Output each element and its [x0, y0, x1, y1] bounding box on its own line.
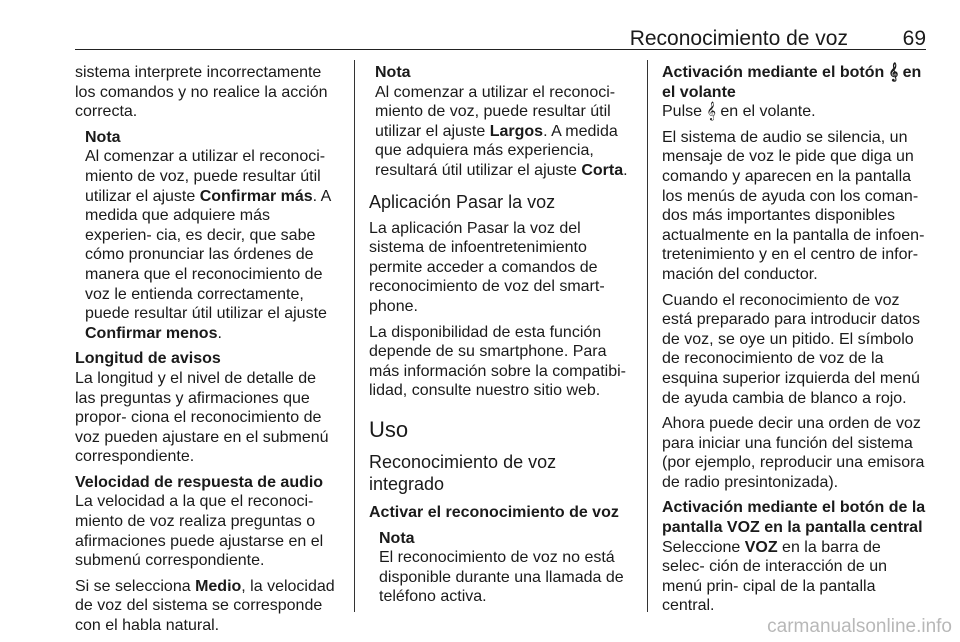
section-text: La aplicación Pasar la voz del sistema de infoentretenimiento permite acceder a comandos de reconocimiento de voz del smart‐ phone.	[369, 219, 605, 315]
note-text	[375, 83, 634, 181]
setting-name: VOZ	[744, 538, 778, 556]
note-label: Nota	[379, 529, 415, 547]
section-title: Aplicación Pasar la voz	[369, 191, 556, 212]
subsection-heading: Activar el reconocimiento de voz	[369, 503, 619, 521]
column-2	[369, 63, 634, 607]
subsection-heading: Activación mediante el botón de la pantalla VOZ en la pantalla central	[662, 499, 926, 537]
setting-name: Corta	[581, 161, 624, 179]
setting-name: Confirmar menos	[85, 324, 218, 342]
section-text: La disponibilidad de esta función depende de su smartphone. Para más información sobre la compatibi‐ lidad, consulte nuestro sitio web.	[369, 323, 626, 400]
text-part: , la velocidad de voz del sistema se corresponde con el habla natural.	[75, 577, 335, 635]
note-label: Nota	[375, 64, 411, 81]
note-text-part: Al comenzar a utilizar el reconoci‐ miento de voz, puede resultar útil utilizar el ajuste	[85, 148, 326, 205]
column-divider	[354, 60, 355, 612]
text-part: Seleccione	[662, 538, 745, 556]
setting-name: Medio	[195, 577, 242, 595]
section-text	[75, 577, 340, 636]
note-block	[369, 63, 634, 181]
watermark: carmanualsonline.info	[767, 616, 952, 637]
intro-paragraph: sistema interprete incorrectamente los comandos y no realice la acción correcta.	[75, 64, 328, 121]
section-text: La velocidad a la que el reconoci‐ miento de voz realiza preguntas o afirmaciones puede ajustarse en el submenú correspondiente.	[75, 493, 324, 570]
section-text: Ahora puede decir una orden de voz para iniciar una función del sistema (por ejemplo, reproducir una emisora de radio presintonizada).	[662, 415, 925, 491]
note-text-part: . A medida que adquiera más experiencia, resultará útil utilizar el ajuste	[375, 122, 618, 179]
section-text: La longitud y el nivel de detalle de las preguntas y afirmaciones que propor‐ ciona el reconocimiento de voz pueden ajustare en el submenú correspondiente.	[75, 369, 329, 466]
note-text-part: .	[217, 324, 222, 342]
subsection-heading	[662, 63, 927, 102]
heading-part: en el volante	[662, 64, 922, 101]
section-text: Cuando el reconocimiento de voz está preparado para introducir datos de voz, se oye un pitido. El símbolo de reconocimiento de voz de la esquina superior izquierda del menú de ayuda cambia de blanco a rojo.	[662, 291, 920, 407]
section-text: El sistema de audio se silencia, un mensaje de voz le pide que diga un comando y aparecen en la pantalla los menús de ayuda con los coman‐ dos más importantes disponibles actualmente en la pantalla de infoen‐ tretenimiento y en el centro de infor‐ mación del conductor.	[662, 128, 925, 283]
note-block	[75, 128, 340, 344]
section-text	[662, 102, 927, 122]
note-text-part: . A medida que adquiere más experien‐ cia, es decir, que sabe cómo pronunciar las órdenes de manera que el reconocimiento de voz le entienda correctamente, puede resultar útil utilizar el ajuste	[85, 187, 331, 323]
heading-part: Activación mediante el botón	[662, 64, 889, 81]
section-title: Reconocimiento de voz integrado	[369, 451, 557, 494]
setting-name: Confirmar más	[199, 187, 313, 205]
page-header	[75, 0, 926, 50]
note-label: Nota	[85, 128, 121, 146]
text-part: en el volante.	[715, 103, 816, 121]
note-text: El reconocimiento de voz no está disponible durante una llamada de teléfono activa.	[379, 549, 624, 606]
setting-name: Largos	[489, 122, 544, 140]
section-heading: Velocidad de respuesta de audio	[75, 473, 324, 491]
column-1	[75, 63, 340, 636]
text-part: Si se selecciona	[75, 577, 196, 595]
page-number: 69	[902, 27, 926, 50]
column-3	[662, 63, 927, 616]
text-part: en la barra de selec‐ ción de interacción de un menú prin‐ cipal de la pantalla central.	[662, 538, 888, 615]
column-divider	[647, 60, 648, 612]
note-text-part: Al comenzar a utilizar el reconoci‐ miento de voz, puede resultar útil utilizar el ajuste	[375, 83, 616, 140]
section-heading: Longitud de avisos	[75, 350, 221, 368]
page-title: Reconocimiento de voz	[629, 27, 848, 50]
section-text	[662, 538, 927, 616]
note-text-part: .	[623, 161, 628, 179]
voice-button-icon: 𝄞	[888, 64, 899, 81]
text-part: Pulse	[662, 103, 707, 121]
chapter-title: Uso	[369, 416, 409, 442]
note-block	[369, 529, 634, 607]
voice-button-icon: 𝄞	[706, 103, 716, 121]
note-text	[85, 147, 340, 343]
